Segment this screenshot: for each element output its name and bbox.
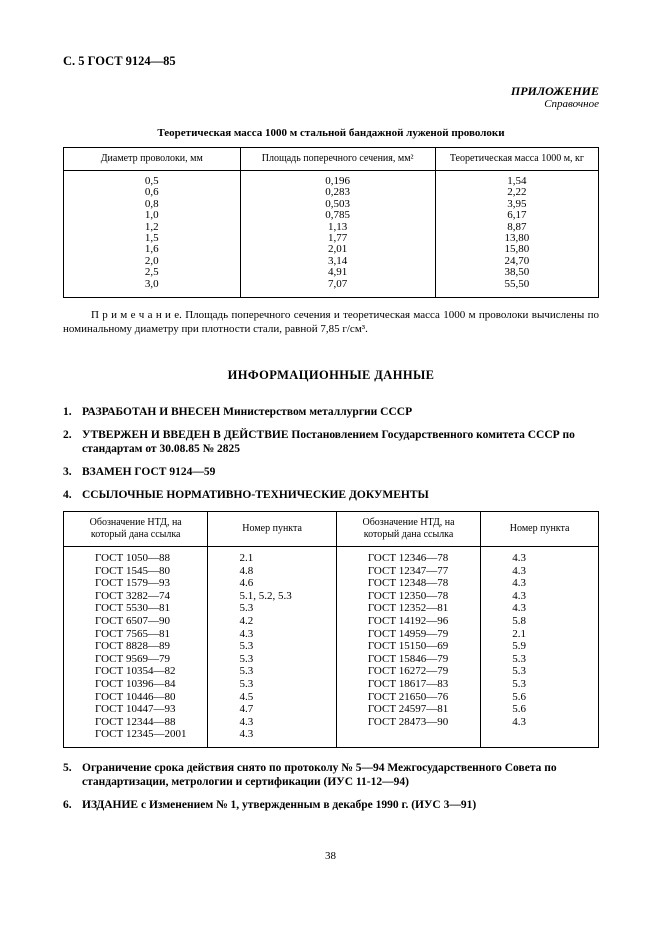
- table-row: [64, 691, 599, 704]
- table2-col-clause-left: Номер пункта: [208, 512, 336, 547]
- info-items-after-table: [63, 761, 599, 812]
- cell-ntd-right: ГОСТ 12346—78: [336, 547, 480, 565]
- cell-area: 2,01: [240, 244, 435, 255]
- cell-mass: 6,17: [435, 210, 598, 221]
- cell-clause-right: 5.8: [481, 615, 599, 628]
- cell-ntd-right: [336, 728, 480, 747]
- cell-clause-right: 4.3: [481, 590, 599, 603]
- cell-area: 7,07: [240, 279, 435, 298]
- table2-col-ntd-right: Обозначение НТД, на который дана ссылка: [336, 512, 480, 547]
- item-text: ССЫЛОЧНЫЕ НОРМАТИВНО-ТЕХНИЧЕСКИЕ ДОКУМЕНТЫ: [82, 489, 429, 502]
- table-row: [64, 590, 599, 603]
- cell-area: 4,91: [240, 267, 435, 278]
- annex-block: [63, 85, 599, 111]
- info-items: [63, 405, 599, 502]
- item-text: ИЗДАНИЕ с Изменением № 1, утвержденным в декабре 1990 г. (ИУС 3—91): [82, 798, 477, 811]
- cell-ntd-left: ГОСТ 12345—2001: [64, 728, 208, 747]
- cell-ntd-right: ГОСТ 14192—96: [336, 615, 480, 628]
- table1-col-area: Площадь поперечного сечения, мм²: [240, 148, 435, 171]
- table-row: [64, 703, 599, 716]
- cell-ntd-left: ГОСТ 9569—79: [64, 653, 208, 666]
- table-row: [64, 716, 599, 729]
- cell-ntd-left: ГОСТ 8828—89: [64, 640, 208, 653]
- wire-mass-table: [63, 147, 599, 298]
- cell-diameter: 3,0: [64, 279, 241, 298]
- table2-header-row: [64, 512, 599, 547]
- cell-diameter: 0,6: [64, 187, 241, 198]
- cell-clause-left: 4.7: [208, 703, 336, 716]
- cell-mass: 24,70: [435, 256, 598, 267]
- info-item-5: [63, 761, 599, 789]
- cell-clause-left: 4.3: [208, 716, 336, 729]
- cell-clause-left: 4.3: [208, 728, 336, 747]
- table-row: [64, 547, 599, 565]
- cell-diameter: 1,6: [64, 244, 241, 255]
- cell-diameter: 1,2: [64, 222, 241, 233]
- table-row: [64, 210, 599, 221]
- cell-clause-right: 4.3: [481, 577, 599, 590]
- page-header: С. 5 ГОСТ 9124—85: [63, 54, 176, 68]
- cell-diameter: 1,0: [64, 210, 241, 221]
- table1-body: [64, 171, 599, 298]
- table-row: [64, 602, 599, 615]
- cell-ntd-right: ГОСТ 12347—77: [336, 565, 480, 578]
- item-text: РАЗРАБОТАН И ВНЕСЕН Министерством металлургии СССР: [82, 406, 413, 419]
- cell-diameter: 2,5: [64, 267, 241, 278]
- cell-area: 3,14: [240, 256, 435, 267]
- cell-mass: 1,54: [435, 171, 598, 188]
- info-item-6: [63, 798, 599, 812]
- table1-title: Теоретическая масса 1000 м стальной бандажной луженой проволоки: [157, 127, 505, 139]
- cell-clause-right: 5.3: [481, 678, 599, 691]
- cell-ntd-right: ГОСТ 16272—79: [336, 665, 480, 678]
- cell-clause-right: 5.3: [481, 665, 599, 678]
- cell-ntd-left: ГОСТ 10447—93: [64, 703, 208, 716]
- cell-ntd-right: ГОСТ 12352—81: [336, 602, 480, 615]
- cell-clause-left: 5.3: [208, 653, 336, 666]
- table1-note: [63, 309, 599, 336]
- cell-clause-left: 5.3: [208, 640, 336, 653]
- cell-ntd-right: ГОСТ 24597—81: [336, 703, 480, 716]
- item-number: 5.: [63, 761, 72, 774]
- cell-ntd-right: ГОСТ 14959—79: [336, 628, 480, 641]
- cell-ntd-left: ГОСТ 3282—74: [64, 590, 208, 603]
- cell-mass: 2,22: [435, 187, 598, 198]
- cell-area: 1,13: [240, 222, 435, 233]
- cell-clause-left: 5.3: [208, 678, 336, 691]
- cell-ntd-left: ГОСТ 1579—93: [64, 577, 208, 590]
- cell-area: 0,503: [240, 199, 435, 210]
- cell-ntd-left: ГОСТ 10446—80: [64, 691, 208, 704]
- cell-area: 0,283: [240, 187, 435, 198]
- cell-mass: 3,95: [435, 199, 598, 210]
- table-row: [64, 577, 599, 590]
- table-row: [64, 665, 599, 678]
- cell-clause-left: 4.6: [208, 577, 336, 590]
- info-item-4: [63, 488, 599, 502]
- table-row: [64, 279, 599, 298]
- table-row: [64, 628, 599, 641]
- cell-clause-left: 4.5: [208, 691, 336, 704]
- cell-clause-left: 4.8: [208, 565, 336, 578]
- table-row: [64, 171, 599, 188]
- cell-area: 1,77: [240, 233, 435, 244]
- cell-clause-left: 5.3: [208, 602, 336, 615]
- reference-documents-table: [63, 511, 599, 748]
- cell-ntd-left: ГОСТ 6507—90: [64, 615, 208, 628]
- item-number: 6.: [63, 798, 72, 811]
- table-row: [64, 565, 599, 578]
- cell-clause-left: 2.1: [208, 547, 336, 565]
- item-text: ВЗАМЕН ГОСТ 9124—59: [82, 466, 216, 479]
- cell-clause-right: 2.1: [481, 628, 599, 641]
- cell-ntd-right: ГОСТ 15846—79: [336, 653, 480, 666]
- item-number: 1.: [63, 406, 72, 419]
- cell-mass: 55,50: [435, 279, 598, 298]
- cell-area: 0,785: [240, 210, 435, 221]
- cell-clause-left: 4.2: [208, 615, 336, 628]
- cell-ntd-right: ГОСТ 21650—76: [336, 691, 480, 704]
- cell-diameter: 1,5: [64, 233, 241, 244]
- cell-mass: 13,80: [435, 233, 598, 244]
- info-item-3: [63, 465, 599, 479]
- table-row: [64, 267, 599, 278]
- item-number: 3.: [63, 466, 72, 479]
- cell-area: 0,196: [240, 171, 435, 188]
- page-number: 38: [325, 850, 336, 862]
- cell-clause-left: 5.1, 5.2, 5.3: [208, 590, 336, 603]
- note-text: Площадь поперечного сечения и теоретическая масса 1000 м проволоки вычислены по номинальному диаметру при плотности стали, равной 7,85 г/см³.: [63, 309, 600, 335]
- info-item-1: [63, 405, 599, 419]
- cell-mass: 15,80: [435, 244, 598, 255]
- cell-clause-right: 4.3: [481, 565, 599, 578]
- cell-clause-right: 5.3: [481, 653, 599, 666]
- table-row: [64, 640, 599, 653]
- cell-ntd-left: ГОСТ 10396—84: [64, 678, 208, 691]
- cell-mass: 38,50: [435, 267, 598, 278]
- cell-ntd-left: ГОСТ 1050—88: [64, 547, 208, 565]
- cell-ntd-left: ГОСТ 10354—82: [64, 665, 208, 678]
- cell-ntd-right: ГОСТ 15150—69: [336, 640, 480, 653]
- cell-clause-left: 5.3: [208, 665, 336, 678]
- cell-diameter: 0,8: [64, 199, 241, 210]
- cell-ntd-left: ГОСТ 7565—81: [64, 628, 208, 641]
- item-number: 4.: [63, 489, 72, 502]
- cell-ntd-left: ГОСТ 12344—88: [64, 716, 208, 729]
- cell-ntd-left: ГОСТ 5530—81: [64, 602, 208, 615]
- item-text: Ограничение срока действия снято по протоколу № 5—94 Межгосударственного Совета по стандартизации, метрологии и сертификации (ИУС 11-12—94): [82, 761, 557, 788]
- info-data-title: ИНФОРМАЦИОННЫЕ ДАННЫЕ: [227, 368, 435, 383]
- table2-body: [64, 547, 599, 748]
- cell-clause-right: 4.3: [481, 716, 599, 729]
- table2-col-ntd-left: Обозначение НТД, на который дана ссылка: [64, 512, 208, 547]
- cell-diameter: 0,5: [64, 171, 241, 188]
- annex-sublabel: Справочное: [544, 98, 599, 110]
- table-row: [64, 653, 599, 666]
- cell-ntd-right: ГОСТ 18617—83: [336, 678, 480, 691]
- cell-diameter: 2,0: [64, 256, 241, 267]
- cell-clause-right: 5.6: [481, 691, 599, 704]
- cell-ntd-left: ГОСТ 1545—80: [64, 565, 208, 578]
- table2-col-clause-right: Номер пункта: [481, 512, 599, 547]
- note-label: П р и м е ч а н и е.: [91, 309, 182, 322]
- cell-clause-right: 4.3: [481, 602, 599, 615]
- info-item-2: [63, 428, 599, 456]
- annex-label: ПРИЛОЖЕНИЕ: [510, 84, 599, 98]
- cell-clause-right: 5.6: [481, 703, 599, 716]
- cell-clause-right: 4.3: [481, 547, 599, 565]
- cell-clause-right: [481, 728, 599, 747]
- table-row: [64, 678, 599, 691]
- table1-col-mass: Теоретическая масса 1000 м, кг: [435, 148, 598, 171]
- table-row: [64, 615, 599, 628]
- cell-mass: 8,87: [435, 222, 598, 233]
- cell-clause-right: 5.9: [481, 640, 599, 653]
- table1-col-diameter: Диаметр проволоки, мм: [64, 148, 241, 171]
- table1-header-row: [64, 148, 599, 171]
- table-row: [64, 728, 599, 747]
- cell-clause-left: 4.3: [208, 628, 336, 641]
- item-text: УТВЕРЖЕН И ВВЕДЕН В ДЕЙСТВИЕ Постановлением Государственного комитета СССР по стандартам от 30.08.85 № 2825: [82, 429, 575, 456]
- item-number: 2.: [63, 429, 72, 442]
- cell-ntd-right: ГОСТ 12348—78: [336, 577, 480, 590]
- cell-ntd-right: ГОСТ 12350—78: [336, 590, 480, 603]
- cell-ntd-right: ГОСТ 28473—90: [336, 716, 480, 729]
